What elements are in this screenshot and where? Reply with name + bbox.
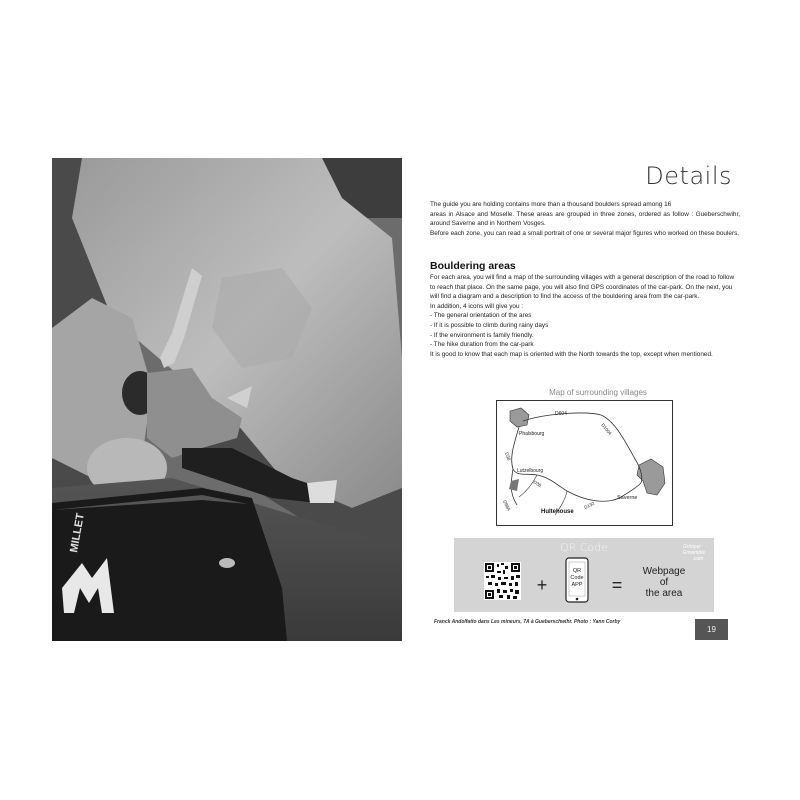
page-title: Details bbox=[645, 162, 732, 190]
qr-code-icon bbox=[484, 562, 521, 600]
village-label: Saverne bbox=[617, 495, 638, 501]
village-map-diagram bbox=[497, 401, 672, 525]
village-label: Hultehouse bbox=[541, 509, 574, 515]
road-label: D38 bbox=[504, 451, 512, 462]
road-label: D1004 bbox=[600, 422, 613, 436]
list-item: - If the environment is family friendly. bbox=[430, 331, 534, 339]
page-number: 19 bbox=[695, 619, 728, 640]
section-paragraph: In addition, 4 icons will give you : bbox=[430, 302, 524, 310]
result-text: the area bbox=[645, 588, 683, 599]
phone-text: Code bbox=[570, 575, 584, 581]
result-text: Webpage bbox=[642, 566, 686, 577]
smartphone-icon bbox=[566, 558, 588, 602]
village-label: Phalsbourg bbox=[519, 431, 545, 437]
logo-text: .com bbox=[692, 556, 704, 562]
section-paragraph: For each area, you will find a map of the surrounding villages with a general description of the road to follow to reach that place. On the same page, you will also find GPS coordinates of the car-park. On the next, you will find a diagram and a description to find the access of the bouldering area from the car-park. bbox=[430, 274, 735, 301]
qr-diagram bbox=[454, 538, 714, 612]
qr-title: QR Code bbox=[560, 541, 608, 554]
intro-paragraph: The guide you are holding contains more than a thousand boulders spread among 16 bbox=[430, 201, 672, 208]
list-item: - The general orientation of the ares bbox=[430, 312, 532, 320]
result-text: of bbox=[659, 577, 669, 588]
village-map bbox=[496, 400, 673, 526]
plus-sign: + bbox=[536, 575, 548, 595]
section-body bbox=[430, 273, 740, 359]
road-label: D98A bbox=[502, 499, 512, 512]
climbing-photo bbox=[52, 158, 402, 641]
list-item: - If it is possible to climb during rainy days bbox=[430, 321, 549, 329]
grimper-ensemble-logo bbox=[683, 544, 705, 562]
intro-paragraph: areas in Alsace and Moselle. These areas are grouped in three zones, ordered as follow : Gueberschwihr, around Saverne and in Northern Vosges. bbox=[430, 210, 740, 228]
road-label: D38 bbox=[532, 479, 543, 488]
list-item: - The hike duration from the car-park bbox=[430, 341, 534, 349]
logo-text: Grimper bbox=[682, 544, 702, 550]
intro-text bbox=[430, 200, 740, 238]
photo-caption: Franck Andolfatto dans Les mineurs, 7A à Gueberschwihr. Photo : Yann Corby bbox=[434, 619, 621, 625]
road-label: D132 bbox=[583, 500, 596, 510]
logo-text: Ensemble bbox=[682, 550, 706, 556]
map-title: Map of surrounding villages bbox=[549, 388, 647, 397]
section-heading: Bouldering areas bbox=[430, 260, 516, 272]
qr-code-panel bbox=[454, 538, 714, 612]
mat-brand-text: MILLET bbox=[68, 512, 87, 554]
climbing-photo-illustration bbox=[52, 158, 402, 641]
road-label: D604 bbox=[555, 411, 567, 417]
icon-list bbox=[430, 311, 740, 349]
intro-paragraph: Before each zone, you can read a small portrait of one or several major figures who worked on these boulers. bbox=[430, 229, 740, 237]
phone-text: QR bbox=[572, 568, 582, 574]
village-label: Lutzelbourg bbox=[517, 468, 544, 474]
equals-sign: = bbox=[611, 575, 623, 595]
section-closing: It is good to know that each map is oriented with the North towards the top, except when mentioned. bbox=[430, 350, 713, 358]
phone-text: APP bbox=[571, 582, 583, 588]
